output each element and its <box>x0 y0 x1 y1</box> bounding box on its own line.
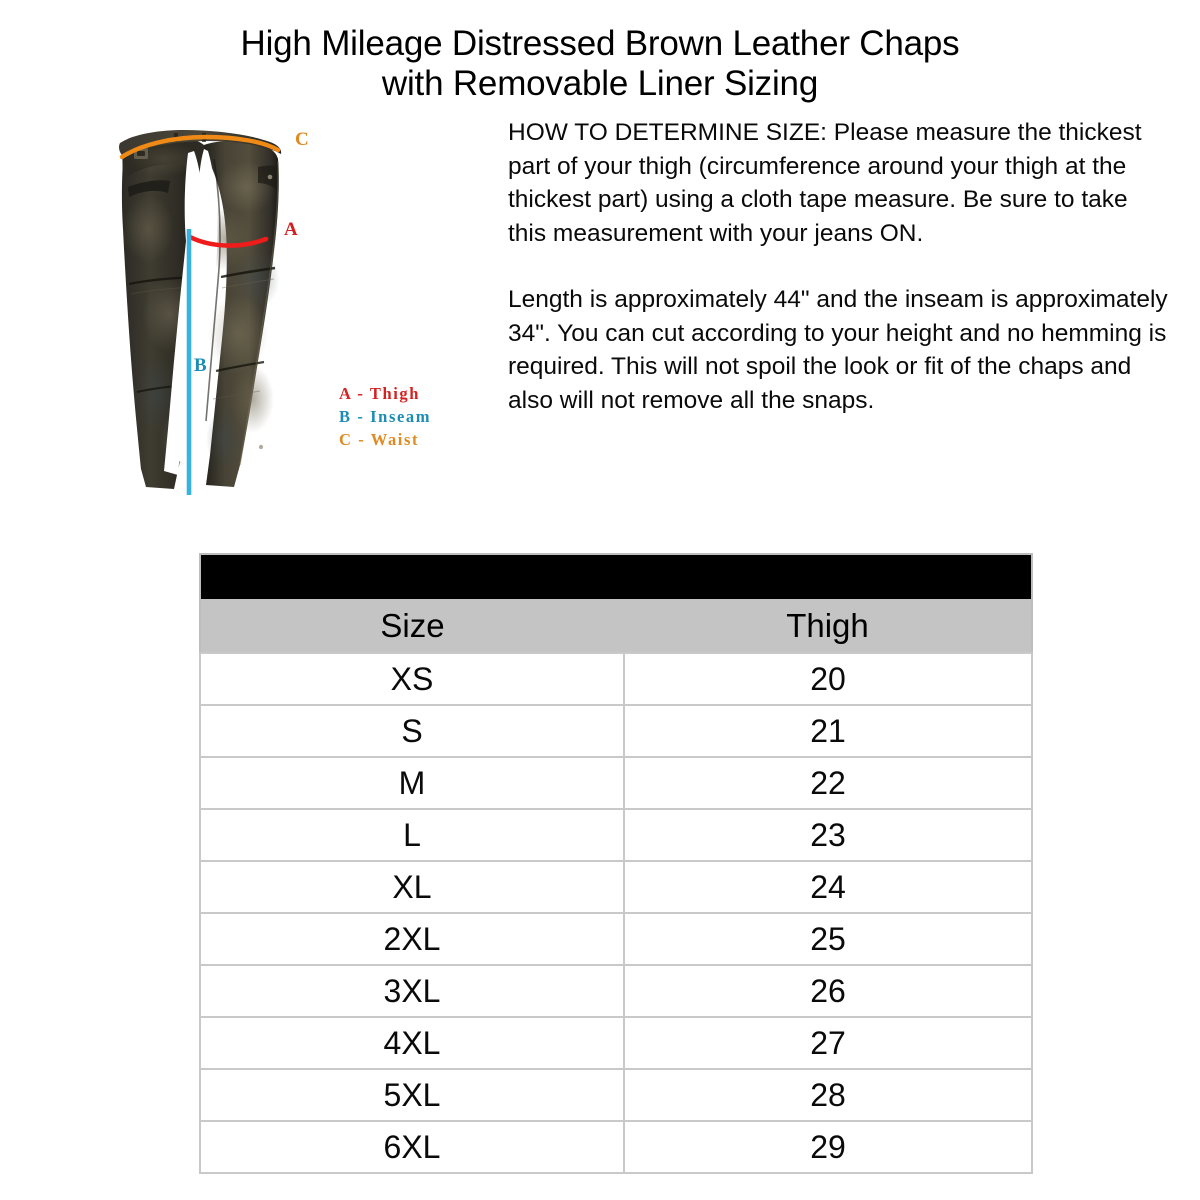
cell-size: 4XL <box>200 1017 624 1069</box>
info-section <box>0 104 1200 534</box>
size-table-body <box>200 653 1032 1173</box>
cell-size: 5XL <box>200 1069 624 1121</box>
table-header-row <box>200 599 1032 653</box>
cell-thigh: 24 <box>624 861 1032 913</box>
table-row <box>200 1069 1032 1121</box>
table-row <box>200 757 1032 809</box>
cell-thigh: 21 <box>624 705 1032 757</box>
instructions-paragraph-2: Length is approximately 44" and the inseam is approximately 34". You can cut according to your height and no hemming is required. This will not spoil the look or fit of the chaps and also will not remove all the snaps. <box>508 286 1168 414</box>
cell-size: XL <box>200 861 624 913</box>
column-header-size: Size <box>200 599 624 653</box>
table-row <box>200 1017 1032 1069</box>
page-title-line-2: with Removable Liner Sizing <box>381 64 819 103</box>
column-header-thigh: Thigh <box>624 599 1032 653</box>
size-chart-table <box>199 553 1033 1174</box>
cell-size: M <box>200 757 624 809</box>
cell-size: L <box>200 809 624 861</box>
cell-thigh: 20 <box>624 653 1032 705</box>
cell-thigh: 23 <box>624 809 1032 861</box>
page-title <box>0 0 1200 104</box>
legend-item-thigh: A - Thigh <box>339 384 421 403</box>
cell-thigh: 26 <box>624 965 1032 1017</box>
thigh-guide-label: A <box>284 219 298 240</box>
measurement-legend <box>339 382 431 451</box>
legend-item-inseam: B - Inseam <box>339 407 432 426</box>
cell-size: 3XL <box>200 965 624 1017</box>
table-top-band-cell <box>200 554 1032 599</box>
table-row <box>200 913 1032 965</box>
cell-size: XS <box>200 653 624 705</box>
legend-item-waist: C - Waist <box>339 430 420 449</box>
table-row <box>200 809 1032 861</box>
waist-guide-label: C <box>295 129 309 150</box>
table-row <box>200 1121 1032 1173</box>
cell-thigh: 28 <box>624 1069 1032 1121</box>
table-row <box>200 965 1032 1017</box>
cell-size: 6XL <box>200 1121 624 1173</box>
table-header-row-group <box>200 599 1032 653</box>
cell-thigh: 25 <box>624 913 1032 965</box>
cell-thigh: 29 <box>624 1121 1032 1173</box>
table-row <box>200 705 1032 757</box>
chaps-diagram <box>118 109 333 509</box>
inseam-guide-label: B <box>194 355 207 376</box>
cell-size: S <box>200 705 624 757</box>
instructions <box>508 116 1168 417</box>
cell-thigh: 27 <box>624 1017 1032 1069</box>
table-top-band <box>200 554 1032 599</box>
size-table-container <box>199 553 1031 1174</box>
cell-thigh: 22 <box>624 757 1032 809</box>
cell-size: 2XL <box>200 913 624 965</box>
instructions-paragraph-1: HOW TO DETERMINE SIZE: Please measure the thickest part of your thigh (circumference around your thigh at the thickest part) using a cloth tape measure. Be sure to take this measurement with your jeans ON. <box>508 119 1142 247</box>
table-row <box>200 861 1032 913</box>
page-title-line-1: High Mileage Distressed Brown Leather Chaps <box>240 24 960 63</box>
table-row <box>200 653 1032 705</box>
